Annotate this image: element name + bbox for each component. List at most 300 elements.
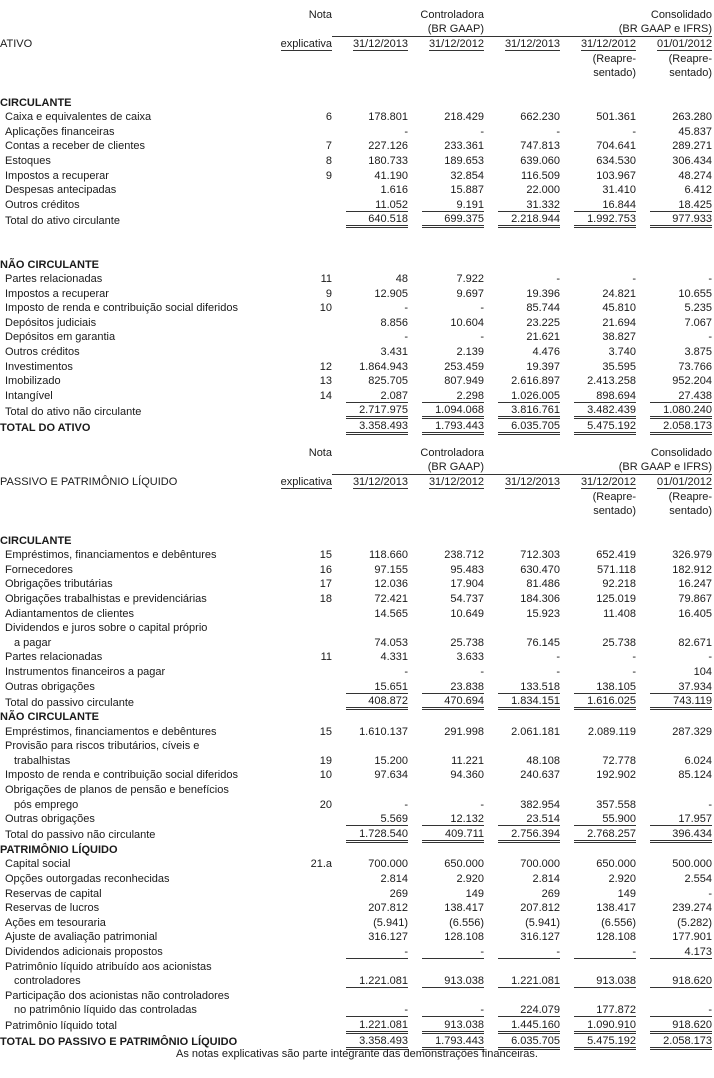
controladora-subtitle: (BR GAAP) bbox=[332, 461, 484, 475]
row-value: 3.633 bbox=[456, 651, 484, 664]
row-label: Total do ativo circulante bbox=[5, 214, 120, 227]
table-row bbox=[0, 577, 712, 592]
consolidado-subtitle: (BR GAAP e IFRS) bbox=[484, 461, 712, 475]
row-value: 97.155 bbox=[374, 563, 408, 576]
row-value: 16.247 bbox=[678, 578, 713, 591]
row-value: 2.920 bbox=[456, 873, 484, 886]
row-value: 2.061.181 bbox=[511, 725, 560, 738]
row-value: 3.740 bbox=[608, 346, 636, 359]
row-value: 180.733 bbox=[368, 154, 408, 167]
row-nota bbox=[262, 258, 332, 273]
row-label: Total do ativo não circulante bbox=[5, 405, 142, 418]
table-row bbox=[0, 754, 712, 769]
row-label: Partes relacionadas bbox=[5, 273, 103, 286]
restated-note: sentado) bbox=[593, 67, 636, 80]
row-value: - bbox=[708, 887, 713, 900]
row-value: 103.967 bbox=[596, 169, 636, 182]
row-nota bbox=[262, 960, 332, 975]
row-nota: 13 bbox=[319, 375, 332, 388]
row-nota bbox=[262, 827, 332, 843]
row-nota: 21.a bbox=[310, 858, 332, 871]
row-nota bbox=[262, 636, 332, 651]
row-nota bbox=[262, 739, 332, 754]
row-value: 138.105 bbox=[574, 681, 636, 694]
table-row bbox=[0, 857, 712, 872]
row-value: 1.221.081 bbox=[346, 1019, 408, 1034]
restated-note: (Reapre- bbox=[592, 490, 636, 503]
table-row bbox=[0, 183, 712, 198]
row-value: 408.872 bbox=[346, 695, 408, 710]
row-value: 125.019 bbox=[596, 592, 636, 605]
row-label: NÃO CIRCULANTE bbox=[0, 258, 99, 271]
row-value: 189.653 bbox=[444, 154, 484, 167]
row-value: 6.412 bbox=[684, 184, 713, 197]
row-value: 1.834.151 bbox=[498, 695, 560, 710]
row-value: 3.431 bbox=[380, 346, 408, 359]
row-value: 10.655 bbox=[678, 287, 713, 300]
row-value: - bbox=[480, 665, 484, 678]
row-value: 23.514 bbox=[498, 813, 560, 826]
table-row bbox=[0, 563, 712, 578]
row-value: 2.058.173 bbox=[650, 1035, 712, 1050]
row-label: Impostos a recuperar bbox=[5, 169, 109, 182]
row-value: 1.080.240 bbox=[650, 404, 712, 419]
row-nota: 12 bbox=[319, 360, 332, 373]
row-value: 2.058.173 bbox=[650, 420, 712, 435]
table-row bbox=[0, 534, 712, 549]
row-value: 81.486 bbox=[526, 578, 560, 591]
table-row bbox=[0, 243, 712, 258]
row-nota bbox=[262, 1018, 332, 1034]
table-row bbox=[0, 725, 712, 740]
row-nota: 18 bbox=[319, 592, 332, 605]
row-value: - bbox=[708, 798, 713, 811]
row-value: 1.445.160 bbox=[498, 1019, 560, 1034]
row-nota: 15 bbox=[319, 725, 332, 738]
row-value: 700.000 bbox=[520, 858, 560, 871]
row-label: Fornecedores bbox=[5, 563, 73, 576]
row-value: 177.901 bbox=[672, 931, 713, 944]
row-value: - bbox=[708, 651, 713, 664]
row-value: 48.108 bbox=[526, 754, 560, 767]
ativo-table bbox=[0, 8, 712, 435]
row-value: 72.421 bbox=[374, 592, 408, 605]
row-label bbox=[0, 228, 262, 243]
row-label: NÃO CIRCULANTE bbox=[0, 711, 99, 724]
row-nota bbox=[262, 607, 332, 622]
row-value: 918.620 bbox=[650, 1019, 712, 1034]
row-nota bbox=[262, 228, 332, 243]
table-row bbox=[0, 843, 712, 858]
row-label: Depósitos em garantia bbox=[5, 331, 116, 344]
table-row bbox=[0, 96, 712, 111]
row-nota bbox=[262, 243, 332, 258]
row-value: 149 bbox=[617, 887, 636, 900]
row-value: 6.035.705 bbox=[498, 420, 560, 435]
row-nota: 10 bbox=[319, 769, 332, 782]
row-value: 357.558 bbox=[596, 798, 636, 811]
table-row bbox=[0, 710, 712, 725]
row-value: 38.827 bbox=[602, 331, 636, 344]
table-row bbox=[0, 419, 712, 435]
row-label: Outras obrigações bbox=[5, 680, 95, 693]
section-title: PASSIVO E PATRIMÔNIO LÍQUIDO bbox=[0, 476, 178, 489]
row-value: - bbox=[556, 651, 560, 664]
row-value: - bbox=[422, 1004, 484, 1017]
row-value: 1.221.081 bbox=[498, 975, 560, 988]
row-value: 25.738 bbox=[450, 636, 484, 649]
row-value: 3.358.493 bbox=[346, 1035, 408, 1050]
row-value: 2.768.257 bbox=[574, 828, 636, 843]
section-title: ATIVO bbox=[0, 38, 33, 51]
row-nota bbox=[262, 710, 332, 725]
row-value: 2.616.897 bbox=[511, 375, 560, 388]
row-value: 12.905 bbox=[374, 287, 408, 300]
row-value: - bbox=[574, 946, 636, 959]
row-value: 35.595 bbox=[602, 360, 636, 373]
row-value: 233.361 bbox=[444, 140, 484, 153]
row-nota bbox=[262, 1003, 332, 1018]
row-label: Impostos a recuperar bbox=[5, 287, 109, 300]
row-label: trabalhistas bbox=[14, 754, 71, 767]
row-value: 1.616.025 bbox=[574, 695, 636, 710]
row-value: (5.282) bbox=[677, 916, 713, 929]
row-value: 662.230 bbox=[520, 111, 560, 124]
row-nota bbox=[262, 316, 332, 331]
row-value: 289.271 bbox=[672, 140, 713, 153]
row-label: Caixa e equivalentes de caixa bbox=[5, 111, 152, 124]
row-value: - bbox=[498, 946, 560, 959]
row-nota bbox=[262, 916, 332, 931]
row-nota: 9 bbox=[325, 169, 332, 182]
row-value: 5.569 bbox=[346, 813, 408, 826]
row-value: - bbox=[422, 946, 484, 959]
row-value: 238.712 bbox=[444, 549, 484, 562]
row-nota bbox=[262, 212, 332, 228]
row-value: 27.438 bbox=[650, 390, 712, 403]
table-row bbox=[0, 374, 712, 389]
table-row bbox=[0, 812, 712, 827]
row-value: 22.000 bbox=[526, 184, 560, 197]
table-row bbox=[0, 110, 712, 125]
date-header: 31/12/2013 bbox=[352, 38, 408, 51]
row-value: 138.417 bbox=[596, 902, 636, 915]
row-value: 15.887 bbox=[450, 184, 484, 197]
row-value: 31.332 bbox=[498, 199, 560, 212]
table-row bbox=[0, 139, 712, 154]
row-label: Aplicações financeiras bbox=[5, 125, 115, 138]
restated-note: (Reapre- bbox=[668, 52, 713, 65]
date-header: 31/12/2012 bbox=[428, 476, 484, 489]
date-header: 31/12/2012 bbox=[580, 476, 636, 489]
row-value: 1.728.540 bbox=[346, 828, 408, 843]
table-row bbox=[0, 360, 712, 375]
row-value: 316.127 bbox=[520, 931, 560, 944]
row-label: PATRIMÔNIO LÍQUIDO bbox=[0, 843, 118, 856]
table-row bbox=[0, 989, 712, 1004]
row-value: 4.331 bbox=[380, 651, 408, 664]
row-value: 650.000 bbox=[444, 858, 484, 871]
row-nota bbox=[262, 534, 332, 549]
row-value: 192.902 bbox=[596, 769, 636, 782]
row-nota bbox=[262, 783, 332, 798]
table-row bbox=[0, 403, 712, 419]
table-row bbox=[0, 872, 712, 887]
row-value: 54.737 bbox=[450, 592, 484, 605]
row-label: Participação dos acionistas não controladores bbox=[5, 989, 230, 1002]
table-row bbox=[0, 694, 712, 710]
row-value: 747.813 bbox=[520, 140, 560, 153]
row-nota bbox=[262, 974, 332, 989]
table-row bbox=[0, 287, 712, 302]
row-value: 712.303 bbox=[520, 549, 560, 562]
row-value: 316.127 bbox=[368, 931, 408, 944]
row-value: 149 bbox=[465, 887, 484, 900]
row-value: 17.904 bbox=[450, 578, 484, 591]
row-value: 2.089.119 bbox=[587, 725, 636, 738]
row-value: 2.139 bbox=[456, 346, 484, 359]
passivo-table bbox=[0, 446, 712, 1050]
row-value: (5.941) bbox=[373, 916, 408, 929]
row-value: 94.360 bbox=[450, 769, 484, 782]
row-label: Empréstimos, financiamentos e debêntures bbox=[5, 549, 217, 562]
row-value: 918.620 bbox=[650, 975, 712, 988]
row-value: 253.459 bbox=[444, 360, 484, 373]
header-row bbox=[0, 446, 712, 461]
row-value: 97.634 bbox=[374, 769, 408, 782]
row-value: 17.957 bbox=[650, 813, 712, 826]
row-value: 640.518 bbox=[346, 213, 408, 228]
row-value: - bbox=[632, 651, 636, 664]
table-row bbox=[0, 945, 712, 960]
row-value: 470.694 bbox=[422, 695, 484, 710]
row-label: Ajuste de avaliação patrimonial bbox=[5, 931, 158, 944]
row-value: 85.744 bbox=[526, 302, 560, 315]
row-value: 6.035.705 bbox=[498, 1035, 560, 1050]
row-label: Ações em tesouraria bbox=[5, 916, 106, 929]
row-value: 19.397 bbox=[526, 360, 560, 373]
row-nota bbox=[262, 843, 332, 858]
table-row bbox=[0, 212, 712, 228]
table-row bbox=[0, 768, 712, 783]
row-value: 3.358.493 bbox=[346, 420, 408, 435]
table-row bbox=[0, 301, 712, 316]
row-value: 1.616 bbox=[380, 184, 408, 197]
row-label bbox=[0, 243, 262, 258]
row-value: 2.717.975 bbox=[346, 404, 408, 419]
row-value: 12.036 bbox=[374, 578, 408, 591]
row-value: 16.844 bbox=[574, 199, 636, 212]
row-value: - bbox=[404, 665, 408, 678]
row-value: 263.280 bbox=[672, 111, 713, 124]
row-value: - bbox=[708, 273, 713, 286]
row-value: 1.090.910 bbox=[574, 1019, 636, 1034]
row-value: 184.306 bbox=[520, 592, 560, 605]
row-value: (6.556) bbox=[601, 916, 636, 929]
row-value: 19.396 bbox=[526, 287, 560, 300]
row-nota: 9 bbox=[325, 287, 332, 300]
table-row bbox=[0, 650, 712, 665]
row-label: Imobilizado bbox=[5, 375, 61, 388]
row-value: 21.694 bbox=[602, 316, 636, 329]
row-value: - bbox=[556, 125, 560, 138]
row-value: - bbox=[404, 125, 408, 138]
row-value: 177.872 bbox=[574, 1004, 636, 1017]
row-label: Dividendos e juros sobre o capital próprio bbox=[5, 622, 208, 635]
row-value: 85.124 bbox=[678, 769, 713, 782]
ativo-header bbox=[0, 8, 712, 96]
table-row bbox=[0, 125, 712, 140]
row-value: 182.912 bbox=[672, 563, 713, 576]
row-value: - bbox=[480, 125, 484, 138]
row-value: 913.038 bbox=[574, 975, 636, 988]
row-value: - bbox=[708, 331, 713, 344]
row-label: Opções outorgadas reconhecidas bbox=[5, 873, 170, 886]
row-value: 207.812 bbox=[368, 902, 408, 915]
row-nota bbox=[262, 183, 332, 198]
row-nota bbox=[262, 694, 332, 710]
header-row bbox=[0, 461, 712, 476]
row-value: 10.604 bbox=[450, 316, 484, 329]
row-value: 2.756.394 bbox=[498, 828, 560, 843]
row-label: Dividendos adicionais propostos bbox=[5, 946, 163, 958]
consolidado-subtitle: (BR GAAP e IFRS) bbox=[484, 23, 712, 37]
header-row bbox=[0, 23, 712, 38]
row-nota: 19 bbox=[319, 754, 332, 767]
header-row bbox=[0, 490, 712, 505]
row-value: 15.923 bbox=[526, 607, 560, 620]
restated-note: (Reapre- bbox=[668, 490, 713, 503]
row-value: 21.621 bbox=[526, 331, 560, 344]
row-value: 743.119 bbox=[650, 695, 712, 710]
row-value: 41.190 bbox=[374, 169, 408, 182]
row-value: - bbox=[650, 1004, 712, 1017]
row-nota bbox=[262, 887, 332, 902]
table-row bbox=[0, 316, 712, 331]
row-value: 15.200 bbox=[374, 754, 408, 767]
row-value: 2.554 bbox=[684, 873, 713, 886]
row-label: Patrimônio líquido atribuído aos acionistas bbox=[5, 960, 212, 973]
row-value: 650.000 bbox=[596, 858, 636, 871]
row-value: 704.641 bbox=[596, 140, 636, 153]
row-value: 239.274 bbox=[672, 902, 713, 915]
row-value: 9.697 bbox=[456, 287, 484, 300]
header-row bbox=[0, 8, 712, 23]
restated-note: sentado) bbox=[669, 67, 713, 80]
row-value: 128.108 bbox=[444, 931, 484, 944]
row-nota: 8 bbox=[325, 154, 332, 167]
nota-header: Nota bbox=[308, 447, 332, 459]
row-label: Contas a receber de clientes bbox=[5, 140, 146, 153]
row-nota: 14 bbox=[319, 389, 332, 402]
row-value: 1.221.081 bbox=[346, 975, 408, 988]
row-value: - bbox=[480, 798, 484, 811]
row-value: 409.711 bbox=[422, 828, 484, 843]
row-value: 74.053 bbox=[374, 636, 408, 649]
row-label: Imposto de renda e contribuição social diferidos bbox=[5, 769, 238, 782]
row-nota bbox=[262, 945, 332, 960]
row-label: controladores bbox=[14, 975, 81, 988]
table-row bbox=[0, 228, 712, 243]
table-row bbox=[0, 198, 712, 213]
group-consolidado: Consolidado bbox=[650, 447, 713, 459]
row-value: 1.864.943 bbox=[359, 360, 408, 373]
row-value: 3.875 bbox=[684, 346, 713, 359]
row-label: Patrimônio líquido total bbox=[5, 1020, 117, 1033]
row-label: Capital social bbox=[5, 858, 71, 871]
row-value: 2.218.944 bbox=[498, 213, 560, 228]
nota-header-2: explicativa bbox=[280, 476, 332, 489]
table-row bbox=[0, 680, 712, 695]
row-value: 2.920 bbox=[608, 873, 636, 886]
row-nota bbox=[262, 989, 332, 1004]
row-value: - bbox=[404, 798, 408, 811]
row-value: 48 bbox=[395, 273, 408, 286]
row-value: 11.221 bbox=[451, 754, 484, 767]
row-nota: 10 bbox=[319, 302, 332, 315]
row-value: 14.565 bbox=[374, 607, 408, 620]
row-value: - bbox=[556, 273, 560, 286]
table-row bbox=[0, 974, 712, 989]
row-nota bbox=[262, 930, 332, 945]
row-nota: 17 bbox=[319, 578, 332, 591]
row-value: 5.475.192 bbox=[574, 1035, 636, 1050]
row-value: - bbox=[632, 273, 636, 286]
row-value: 32.854 bbox=[450, 169, 484, 182]
row-value: 2.814 bbox=[532, 873, 560, 886]
row-label: Estoques bbox=[5, 154, 51, 167]
row-value: 31.410 bbox=[602, 184, 636, 197]
row-nota: 11 bbox=[320, 651, 332, 664]
table-row bbox=[0, 1003, 712, 1018]
row-value: 699.375 bbox=[422, 213, 484, 228]
row-value: 224.079 bbox=[498, 1004, 560, 1017]
row-label: Partes relacionadas bbox=[5, 651, 103, 664]
row-label: Outros créditos bbox=[5, 198, 80, 211]
row-nota bbox=[262, 345, 332, 360]
nota-header-2: explicativa bbox=[280, 38, 332, 51]
row-value: 240.637 bbox=[520, 769, 560, 782]
table-row bbox=[0, 330, 712, 345]
header-row bbox=[0, 52, 712, 67]
header-row bbox=[0, 475, 712, 490]
row-nota: 7 bbox=[325, 140, 332, 153]
row-value: 15.651 bbox=[346, 681, 408, 694]
row-nota bbox=[262, 812, 332, 827]
row-value: 6.024 bbox=[684, 754, 713, 767]
row-value: 1.026.005 bbox=[498, 390, 560, 403]
row-value: 2.087 bbox=[346, 390, 408, 403]
row-value: 72.778 bbox=[602, 754, 636, 767]
row-value: 326.979 bbox=[672, 549, 713, 562]
table-row bbox=[0, 665, 712, 680]
row-nota bbox=[262, 330, 332, 345]
row-value: 12.132 bbox=[422, 813, 484, 826]
restated-note: sentado) bbox=[593, 505, 636, 518]
date-header: 31/12/2013 bbox=[504, 476, 560, 489]
header-row bbox=[0, 37, 712, 52]
row-value: 7.067 bbox=[684, 316, 713, 329]
row-value: 8.856 bbox=[380, 316, 408, 329]
row-value: - bbox=[480, 302, 484, 315]
row-value: (5.941) bbox=[525, 916, 560, 929]
row-value: 269 bbox=[389, 887, 408, 900]
row-value: 23.225 bbox=[526, 316, 560, 329]
row-value: 952.204 bbox=[672, 375, 713, 388]
row-label: Intangível bbox=[5, 389, 53, 402]
row-value: - bbox=[632, 125, 636, 138]
header-row bbox=[0, 504, 712, 519]
